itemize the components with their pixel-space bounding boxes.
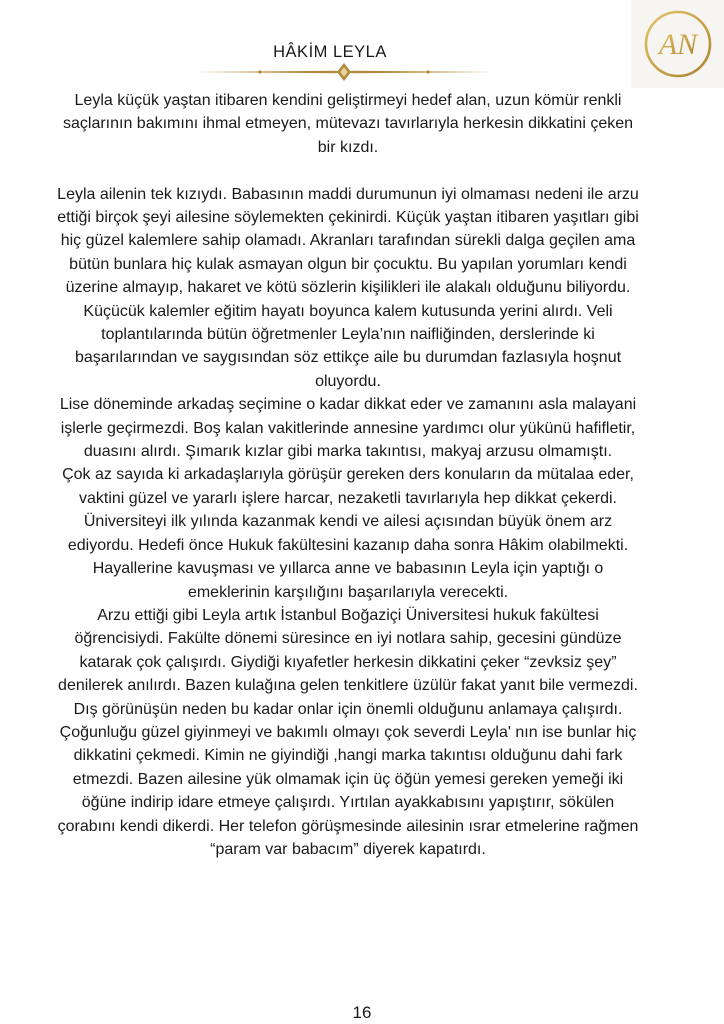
paragraph: Lise döneminde arkadaş seçimine o kadar dikkat eder ve zamanını asla malayani işlerle geçirmezdi. Boş kalan vakitlerinde annesine yardımcı olur yükünü hafifletir, duasını alırdı. Şımarık kızlar gibi marka takıntısı, makyaj arzusu olmamıştı. (59, 396, 637, 461)
paragraph: Leyla küçük yaştan itibaren kendini geliştirmeyi hedef alan, uzun kömür renkli saçlarının bakımını ihmal etmeyen, mütevazı tavırlarıyla herkesin dikkatini çeken bir kızdı. (62, 92, 634, 156)
paragraph: Çok az sayıda ki arkadaşlarıyla görüşür gereken ders konuların da mütalaa eder, vaktini güzel ve yararlı işlere harcar, nezaketli tavırlarıyla hep dikkat çekerdi. Üniversiteyi ilk yılında kazanmak kendi ve ailesi açısından büyük önem arz ediyordu. Hedefi önce Hukuk fakültesini kazanıp daha sonra Hâkim olabilmekti. Hayallerine kavuşması ve yıllarca anne ve babasının Leyla için yaptığı o emeklerinin karşılığını başarılarıyla verecekti. (62, 466, 634, 601)
logo-monogram: AN (658, 28, 698, 61)
paragraph: Küçücük kalemler eğitim hayatı boyunca kalem kutusunda yerini alırdı. Veli toplantılarında bütün öğretmenler Leyla’nın naifliğinden, derslerinde ki başarılarından ve saygısından söz ettikçe aile bu durumdan fazlasıyla hoşnut oluyordu. (74, 302, 622, 390)
paragraph: Arzu ettiği gibi Leyla artık İstanbul Boğaziçi Üniversitesi hukuk fakültesi öğrencisiydi. Fakülte dönemi süresince en iyi notlara sahip, gecesini gündüze katarak çok çalışırdı. Giydiği kıyafetler herkesin dikkatini çeker “zevksiz şey” denilerek anılırdı. Bazen kulağına gelen tenkitlere üzülür fakat yanıt bile vermezdi. Dış görünüşün neden bu kadar onlar için önemli olduğunu anlamaya çalışırdı. Çoğunluğu güzel giyinmeyi ve bakımlı olmayı çok severdi Leyla' nın ise bunlar hiç dikkatini çekmedi. Kimin ne giyindiği ,hangi marka takıntısı olduğunu dahi fark etmezdi. Bazen ailesine yük olmamak için üç öğün yemesi gereken yemeği iki öğüne indirip idare etmeye çalışırdı. Yırtılan ayakkabısını yapıştırır, sökülen çorabını kendi dikerdi. Her telefon görüşmesinde ailesinin ısrar etmelerine rağmen “param var babacım” diyerek kapatırdı. (57, 606, 639, 858)
ornamental-divider-icon (196, 62, 492, 82)
page-number: 16 (352, 1003, 372, 1022)
chapter-title: HÂKİM LEYLA (273, 43, 387, 61)
paragraph: Leyla ailenin tek kızıydı. Babasının maddi durumunun iyi olmaması nedeni ile arzu ettiği birçok şeyi ailesine söylemekten çekinirdi. Küçük yaştan itibaren yaşıtları gibi hiç güzel kalemlere sahip olamadı. Akranları tarafından sürekli dalga geçilen ama bütün bunlara hiç kulak asmayan olgun bir çocuktu. Bu yapılan yorumları kendi üzerine almayıp, hakaret ve kötü sözlerin kişilikleri ile alakalı olduğunu biliyordu. (57, 185, 639, 297)
chapter-body (52, 89, 644, 861)
